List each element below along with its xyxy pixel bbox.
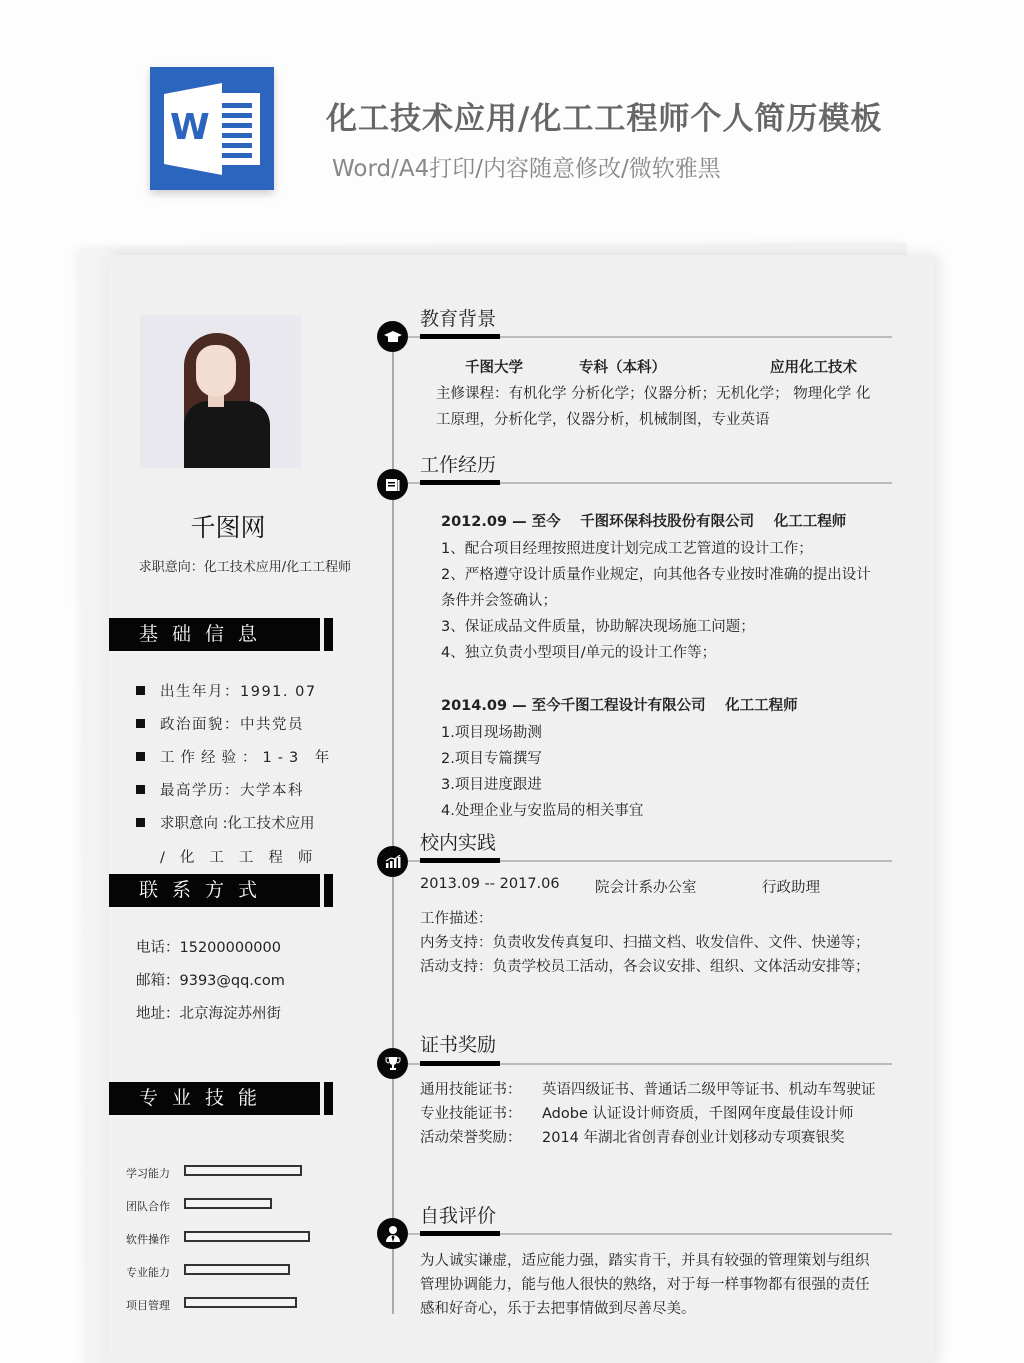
edu-courses-line: 工原理，分析化学，仪器分析，机械制图，专业英语 xyxy=(436,412,770,428)
self-eval-line: 管理协调能力，能与他人很快的熟络，对于每一样事物都有很强的责任 xyxy=(420,1277,870,1293)
section-education-title: 教育背景 xyxy=(420,308,497,330)
candidate-name: 千图网 xyxy=(190,513,266,542)
skill-bar xyxy=(184,1231,310,1242)
section-title: 联系方式 xyxy=(109,874,320,907)
word-icon xyxy=(150,67,274,190)
graduation-cap-icon xyxy=(377,321,408,352)
word-letter: W xyxy=(170,107,210,148)
edu-major: 应用化工技术 xyxy=(770,360,857,376)
job-intent: 求职意向：化工技术应用/化工工程师 xyxy=(138,560,352,575)
edu-courses-line: 主修课程：有机化学 分析化学；仪器分析；无机化学； 物理化学 化 xyxy=(436,386,871,402)
job-line: 3、保证成品文件质量，协助解决现场施工问题； xyxy=(441,619,755,635)
bar-chart-icon xyxy=(377,846,408,877)
person-tie-icon xyxy=(377,1218,408,1249)
info-item: 求职意向 :化工技术应用 xyxy=(134,812,334,845)
trophy-icon xyxy=(377,1048,408,1079)
campus-period: 2013.09 -- 2017.06 xyxy=(420,876,560,892)
section-title: 基础信息 xyxy=(109,618,320,651)
section-self-eval-title: 自我评价 xyxy=(420,1205,497,1227)
info-item: 最高学历：大学本科 xyxy=(134,779,334,812)
job-line: 4、独立负责小型项目/单元的设计工作等； xyxy=(441,645,717,661)
campus-desc-label: 工作描述： xyxy=(420,911,493,927)
job-line: 4.处理企业与安监局的相关事宜 xyxy=(441,803,644,819)
section-contact xyxy=(109,874,335,907)
self-eval-line: 为人诚实谦虚，适应能力强，踏实肯干，并具有较强的管理策划与组织 xyxy=(420,1253,870,1269)
section-title: 专业技能 xyxy=(109,1082,320,1115)
info-item: 政治面貌：中共党员 xyxy=(134,713,334,746)
skill-bar xyxy=(184,1165,302,1176)
section-awards-title: 证书奖励 xyxy=(420,1034,497,1056)
contact-address: 地址：北京海淀苏州街 xyxy=(136,1006,281,1022)
campus-org: 院会计系办公室 xyxy=(595,880,697,896)
section-skills xyxy=(109,1082,335,1115)
profile-photo xyxy=(140,315,301,468)
skill-bar xyxy=(184,1198,272,1209)
page-title: 化工技术应用/化工工程师个人简历模板 xyxy=(326,101,883,137)
section-work-title: 工作经历 xyxy=(420,454,497,476)
document-pen-icon xyxy=(377,469,408,500)
campus-desc-line: 内务支持：负责收发传真复印、扫描文档、收发信件、文件、快递等； xyxy=(420,935,870,951)
contact-list xyxy=(136,936,285,1035)
job-line: 2.项目专篇撰写 xyxy=(441,751,542,767)
skill-bar xyxy=(184,1297,297,1308)
square-bullet-icon xyxy=(136,785,145,794)
square-bullet-icon xyxy=(136,686,145,695)
square-bullet-icon xyxy=(136,818,145,827)
job-line: 1.项目现场勘测 xyxy=(441,725,542,741)
award-value: Adobe 认证设计师资质，千图网年度最佳设计师 xyxy=(542,1106,854,1122)
section-divider xyxy=(408,1063,892,1065)
job-line: 条件并会签确认； xyxy=(441,593,557,609)
section-campus-title: 校内实践 xyxy=(420,832,497,854)
info-item-continuation: /化工工程师 xyxy=(160,850,328,866)
job-line: 2、严格遵守设计质量作业规定，向其他各专业按时准确的提出设计 xyxy=(441,567,871,583)
award-label: 通用技能证书： xyxy=(420,1082,522,1098)
info-item: 出生年月：1991. 07 xyxy=(134,680,334,713)
contact-email: 邮箱：9393@qq.com xyxy=(136,973,285,989)
edu-school: 千图大学 xyxy=(465,360,523,376)
award-value: 英语四级证书、普通话二级甲等证书、机动车驾驶证 xyxy=(542,1082,876,1098)
job-line: 1、配合项目经理按照进度计划完成工艺管道的设计工作； xyxy=(441,541,813,557)
section-divider xyxy=(408,860,892,862)
job-header: 2014.09 — 至今千图工程设计有限公司 化工工程师 xyxy=(441,698,798,714)
section-divider xyxy=(408,1233,892,1235)
edu-degree: 专科（本科） xyxy=(579,360,666,376)
square-bullet-icon xyxy=(136,752,145,761)
campus-desc-line: 活动支持：负责学校员工活动，各会议安排、组织、文体活动安排等； xyxy=(420,959,870,975)
page-subtitle: Word/A4打印/内容随意修改/微软雅黑 xyxy=(332,156,721,182)
award-label: 专业技能证书： xyxy=(420,1106,522,1122)
contact-phone: 电话：15200000000 xyxy=(136,940,281,956)
section-divider xyxy=(408,336,892,338)
skill-bar xyxy=(184,1264,290,1275)
award-value: 2014 年湖北省创青春创业计划移动专项赛银奖 xyxy=(542,1130,845,1146)
self-eval-line: 感和好奇心，乐于去把事情做到尽善尽美。 xyxy=(420,1301,696,1317)
square-bullet-icon xyxy=(136,719,145,728)
info-item: 工作经验：1-3 年 xyxy=(134,746,334,779)
award-label: 活动荣誉奖励： xyxy=(420,1130,522,1146)
section-basic-info xyxy=(109,618,335,651)
basic-info-list xyxy=(134,680,334,845)
section-divider xyxy=(408,482,892,484)
campus-role: 行政助理 xyxy=(762,880,820,896)
job-line: 3.项目进度跟进 xyxy=(441,777,542,793)
job-header: 2012.09 — 至今 千图环保科技股份有限公司 化工工程师 xyxy=(441,514,847,530)
